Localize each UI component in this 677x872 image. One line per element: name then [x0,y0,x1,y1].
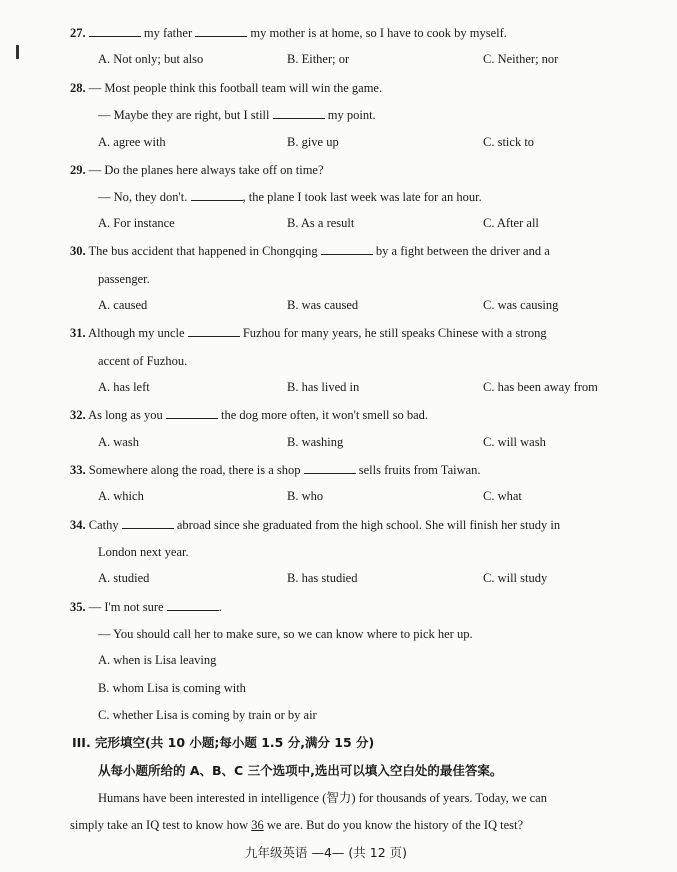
q32: 32. As long as you the dog more often, it won't smell so bad. [70,408,429,422]
q35: 35. — I'm not sure . [70,600,222,614]
option-c[interactable]: C. whether Lisa is coming by train or by air [98,708,317,722]
option-b[interactable]: B. washing [287,435,344,449]
page-footer: 九年级英语 —4— (共 12 页) [245,845,408,860]
option-a[interactable]: A. wash [98,435,139,449]
option-b[interactable]: B. was caused [287,298,359,312]
option-a[interactable]: A. studied [98,571,150,585]
q28: 28. — Most people think this football team will win the game. [70,81,383,95]
section-title: III. 完形填空(共 10 小题;每小题 1.5 分,满分 15 分) [72,735,375,750]
option-c[interactable]: C. will wash [483,435,546,449]
option-b[interactable]: B. give up [287,135,339,149]
option-c[interactable]: C. has been away from [483,380,598,394]
option-a[interactable]: A. has left [98,380,150,394]
option-b[interactable]: B. Either; or [287,52,350,66]
q34: 34. Cathy abroad since she graduated from the high school. She will finish her study in [70,518,561,532]
option-b[interactable]: B. whom Lisa is coming with [98,681,246,695]
q31-line2: accent of Fuzhou. [98,354,188,368]
option-c[interactable]: C. stick to [483,135,535,149]
option-a[interactable]: A. Not only; but also [98,52,204,66]
option-a[interactable]: A. For instance [98,216,175,230]
q30: 30. The bus accident that happened in Chongqing by a fight between the driver and a [70,244,550,258]
option-c[interactable]: C. was causing [483,298,559,312]
option-a[interactable]: A. when is Lisa leaving [98,653,217,667]
option-b[interactable]: B. who [287,489,324,503]
passage-line-2: simply take an IQ test to know how 36 we are. But do you know the history of the IQ test? [70,818,524,832]
option-b[interactable]: B. has lived in [287,380,360,394]
blank-36: 36 [251,818,264,832]
option-a[interactable]: A. caused [98,298,148,312]
option-b[interactable]: B. As a result [287,216,355,230]
q29-line2: — No, they don't. , the plane I took last week was late for an hour. [98,190,482,204]
option-c[interactable]: C. will study [483,571,548,585]
q29: 29. — Do the planes here always take off on time? [70,163,324,177]
section-instruction: 从每小题所给的 A、B、C 三个选项中,选出可以填入空白处的最佳答案。 [98,763,503,778]
option-a[interactable]: A. agree with [98,135,166,149]
option-c[interactable]: C. Neither; nor [483,52,559,66]
option-c[interactable]: C. what [483,489,522,503]
passage-line-1: Humans have been interested in intelligence (智力) for thousands of years. Today, we can [98,791,547,805]
q34-line2: London next year. [98,545,189,559]
scan-mark [16,45,19,59]
q27: 27. my father my mother is at home, so I have to cook by myself. [70,26,507,40]
q28-line2: — Maybe they are right, but I still my point. [98,108,376,122]
q33: 33. Somewhere along the road, there is a shop sells fruits from Taiwan. [70,463,481,477]
q35-line2: — You should call her to make sure, so we can know where to pick her up. [98,627,473,641]
option-a[interactable]: A. which [98,489,144,503]
option-c[interactable]: C. After all [483,216,539,230]
option-b[interactable]: B. has studied [287,571,358,585]
q30-line2: passenger. [98,272,150,286]
q31: 31. Although my uncle Fuzhou for many years, he still speaks Chinese with a strong [70,326,547,340]
